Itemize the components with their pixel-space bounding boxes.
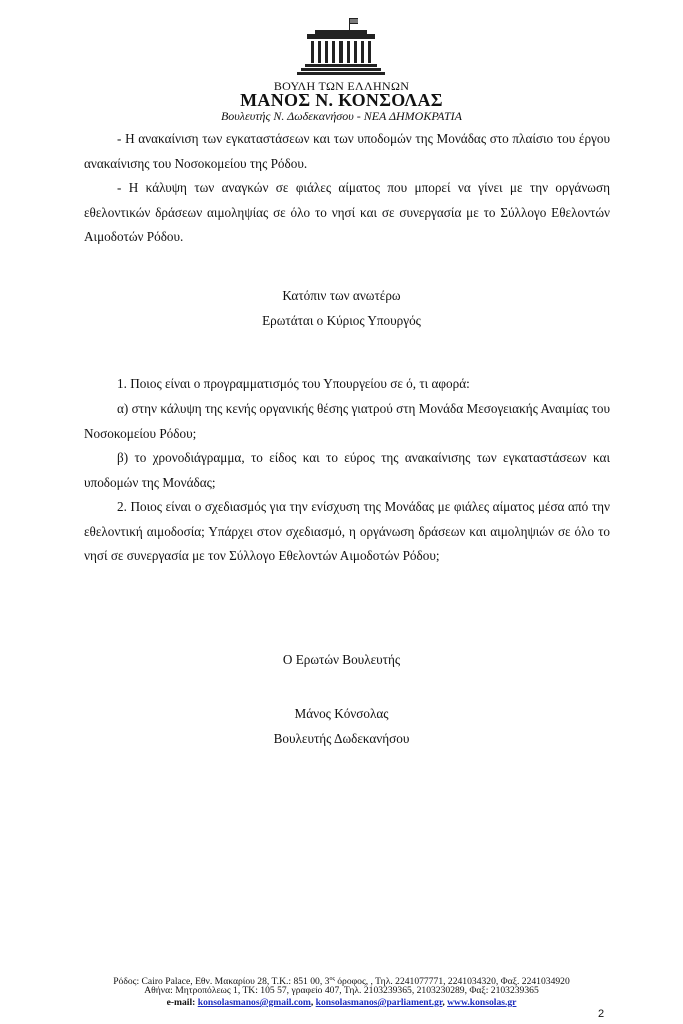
- signature-name: Μάνος Κόνσολας: [294, 706, 389, 721]
- footer-contacts: e-mail: konsolasmanos@gmail.com, konsolasmanos@parliament.gr, www.konsolas.gr: [166, 997, 517, 1008]
- question-2: 2. Ποιος είναι ο σχεδιασμός για την ενίσχυση της Μονάδας με φιάλες αίματος μέσα από την εθελοντική αιμοδοσία; Υπάρχει στον σχεδιασμό, η οργάνωση δράσεων και αιμοληψιών σε όλο το νησί σε συνεργασία με τον Σύλλογο Εθελοντών Αιμοδοτών Ρόδου;: [84, 499, 610, 563]
- parliament-title: ΒΟΥΛΗ ΤΩΝ ΕΛΛΗΝΩΝ: [273, 79, 410, 93]
- signature-label: Ο Ερωτών Βουλευτής: [282, 652, 401, 667]
- question-1a: α) στην κάλυψη της κενής οργανικής θέσης γιατρού στη Μονάδα Μεσογειακής Αναιμίας του Νοσοκομείου Ρόδου;: [84, 401, 610, 441]
- intro-line-1: Κατόπιν των ανωτέρω: [282, 288, 401, 303]
- website-link[interactable]: www.konsolas.gr: [447, 997, 517, 1008]
- mp-role: Βουλευτής Ν. Δωδεκανήσου - ΝΕΑ ΔΗΜΟΚΡΑΤΙΑ: [220, 109, 463, 123]
- email-link-gmail[interactable]: konsolasmanos@gmail.com: [197, 997, 311, 1008]
- email-link-parliament[interactable]: konsolasmanos@parliament.gr: [315, 997, 443, 1008]
- signature-title: Βουλευτής Δωδεκανήσου: [273, 731, 410, 746]
- footer-athens-address: Αθήνα: Μητροπόλεως 1, ΤΚ: 105 57, γραφείο 407, Τηλ. 2103239365, 2103230289, Φαξ: 2103239365: [144, 985, 539, 996]
- paragraph-blood-supply: - Η κάλυψη των αναγκών σε φιάλες αίματος που μπορεί να γίνει με την οργάνωση εθελοντικών δράσεων αιμοληψίας σε όλο το νησί και σε συνεργασία με το Σύλλογο Εθελοντών Αιμοδοτών Ρόδου.: [84, 180, 610, 244]
- page-number: 2: [598, 1008, 605, 1020]
- question-1b: β) το χρονοδιάγραμμα, το είδος και το εύρος της ανακαίνισης των εγκαταστάσεων και υποδομών της Μονάδας;: [84, 450, 610, 490]
- mp-name: ΜΑΝΟΣ Ν. ΚΟΝΣΟΛΑΣ: [240, 90, 443, 110]
- question-1: 1. Ποιος είναι ο προγραμματισμός του Υπουργείου σε ό, τι αφορά:: [117, 376, 470, 391]
- parliament-building-logo: [297, 16, 385, 76]
- footer-rhodes-address: Ρόδος: Cairo Palace, Εθν. Μακαρίου 28, Τ.Κ.: 851 00, $3^{o\varsigma}$ όροφος, , Τηλ. 2241077771, 2241034320, Φαξ. 2241034920: [113, 976, 570, 988]
- paragraph-renovation: - Η ανακαίνιση των εγκαταστάσεων και των υποδομών της Μονάδας στο πλαίσιο του έργου ανακαίνισης του Νοσοκομείου της Ρόδου.: [84, 131, 610, 171]
- intro-line-2: Ερωτάται ο Κύριος Υπουργός: [262, 313, 421, 328]
- email-label: e-mail:: [166, 997, 198, 1008]
